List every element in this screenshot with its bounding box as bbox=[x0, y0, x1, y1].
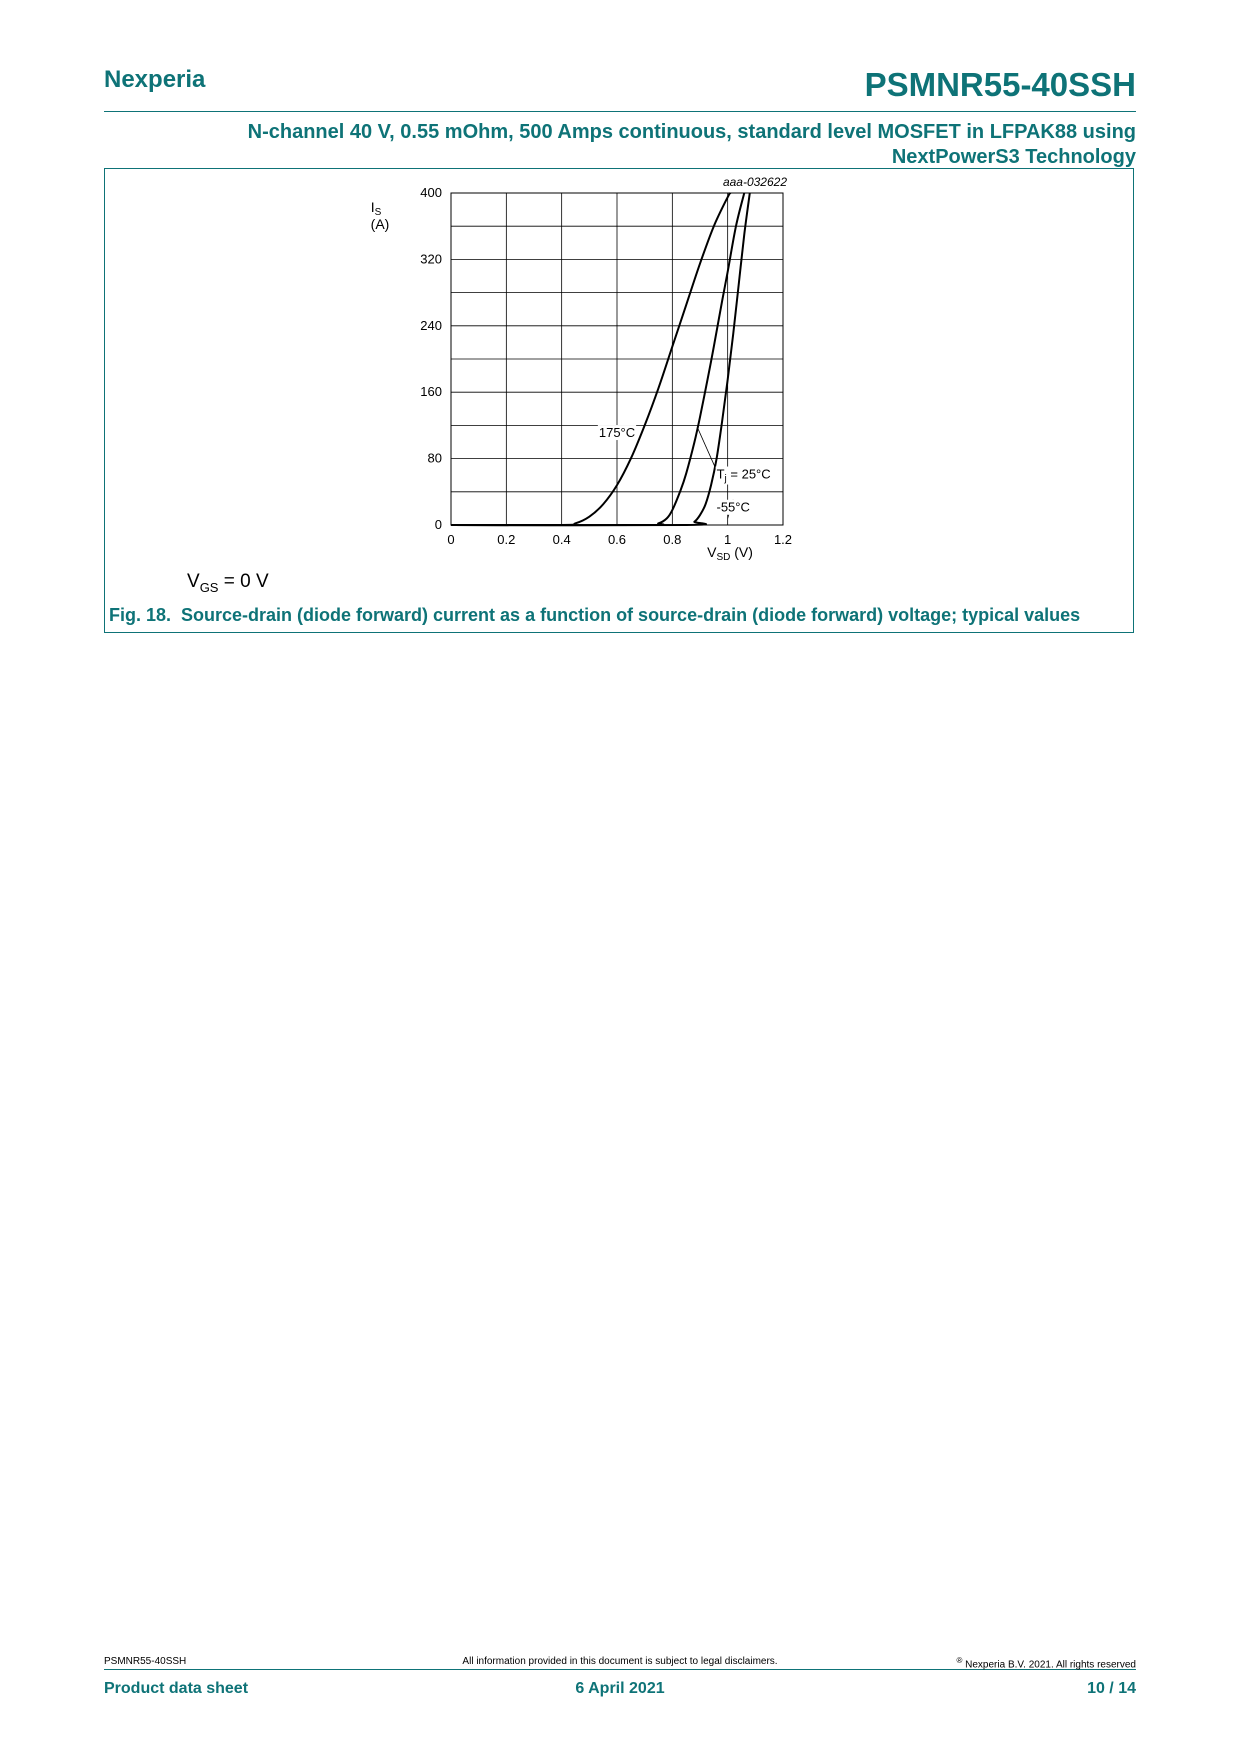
y-axis-label-main: I bbox=[370, 199, 375, 215]
annotation-25c-rest: = 25°C bbox=[726, 466, 771, 482]
annotation-25c-sub: j bbox=[724, 473, 727, 485]
figure-caption-text: Source-drain (diode forward) current as a function of source-drain (diode forward) voltage; typical values bbox=[181, 605, 1081, 625]
x-axis-label-unit: (V) bbox=[730, 544, 753, 560]
x-tick-label: 1.2 bbox=[773, 532, 793, 547]
subtitle-line-2: NextPowerS3 Technology bbox=[891, 146, 1136, 168]
y-tick-label: 320 bbox=[420, 251, 442, 267]
test-condition-sub: GS bbox=[199, 579, 219, 595]
footer-disclaimer: All information provided in this document is subject to legal disclaimers. bbox=[462, 1656, 778, 1667]
x-tick-label: 1 bbox=[724, 532, 732, 547]
test-condition-rest: = 0 V bbox=[218, 571, 269, 592]
figure-caption bbox=[109, 605, 1080, 626]
header-divider bbox=[104, 111, 1136, 112]
y-tick-label: 80 bbox=[427, 450, 442, 466]
x-tick-label: 0.6 bbox=[607, 532, 627, 547]
y-tick-label: 400 bbox=[420, 185, 442, 200]
annotation-leader-25c bbox=[697, 427, 716, 470]
registered-mark: ® bbox=[956, 1656, 963, 1665]
test-condition bbox=[187, 571, 269, 595]
figure-number: Fig. 18. bbox=[109, 605, 172, 625]
x-axis-label-sub: SD bbox=[716, 552, 731, 563]
footer-doc-id: PSMNR55-40SSH bbox=[104, 1656, 187, 1667]
chart bbox=[105, 169, 1133, 569]
chart-id-label: aaa-032622 bbox=[722, 175, 787, 189]
footer-copyright-text: Nexperia B.V. 2021. All rights reserved bbox=[962, 1659, 1136, 1671]
y-axis-label-sub: S bbox=[374, 207, 382, 218]
y-tick-label: 160 bbox=[420, 384, 442, 400]
y-axis-unit: (A) bbox=[370, 216, 390, 232]
x-axis-label-main: V bbox=[707, 544, 717, 560]
test-condition-main: V bbox=[187, 571, 200, 592]
subtitle-line-1: N-channel 40 V, 0.55 mOhm, 500 Amps continuous, standard level MOSFET in LFPAK88 using bbox=[247, 121, 1136, 143]
brand-logo-text: Nexperia bbox=[104, 66, 206, 93]
footer-date: 6 April 2021 bbox=[575, 1680, 665, 1697]
part-number: PSMNR55-40SSH bbox=[864, 66, 1136, 103]
y-tick-label: 240 bbox=[420, 317, 442, 333]
footer-page-number: 10 / 14 bbox=[1087, 1680, 1136, 1697]
annotation-25c-main: T bbox=[716, 466, 725, 482]
footer-copyright bbox=[956, 1656, 1136, 1670]
y-tick-label: 0 bbox=[434, 517, 442, 532]
figure-box bbox=[104, 168, 1134, 633]
x-tick-label: 0.2 bbox=[497, 532, 516, 547]
annotation-175c: 175°C bbox=[598, 425, 636, 441]
x-tick-label: 0.8 bbox=[663, 532, 682, 547]
x-axis-label bbox=[707, 544, 753, 563]
footer-doc-type: Product data sheet bbox=[104, 1680, 249, 1697]
x-tick-label: 0.4 bbox=[552, 532, 571, 547]
annotation-minus55c: -55°C bbox=[716, 499, 750, 515]
document-subtitle bbox=[136, 120, 1136, 170]
y-tick-labels bbox=[420, 185, 442, 532]
x-tick-label: 0 bbox=[447, 532, 455, 547]
